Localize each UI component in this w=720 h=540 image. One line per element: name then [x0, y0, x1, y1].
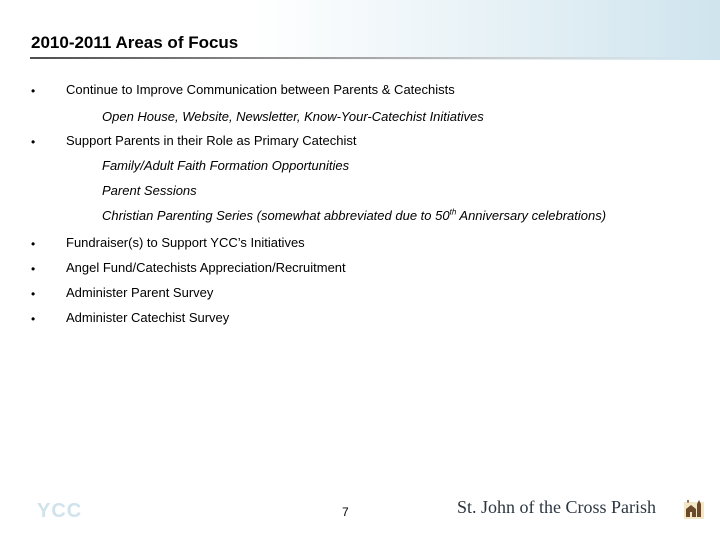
- bullet-item-catechist-survey: Administer Catechist Survey: [66, 310, 230, 325]
- bullet-marker: •: [31, 312, 36, 326]
- bullet-item-support-parents: Support Parents in their Role as Primary Catechist: [66, 133, 357, 148]
- bullet-item-communication: Continue to Improve Communication between Parents & Catechists: [66, 82, 455, 97]
- bullet-marker: •: [31, 287, 36, 301]
- slide-title: 2010-2011 Areas of Focus: [31, 33, 239, 52]
- bullet-marker: •: [31, 237, 36, 251]
- sub-item-text-part: Anniversary celebrations): [456, 208, 607, 223]
- sub-item-open-house: Open House, Website, Newsletter, Know-Your-Catechist Initiatives: [102, 109, 484, 124]
- ordinal-suffix: th: [449, 207, 457, 217]
- bullet-marker: •: [31, 84, 36, 98]
- sub-item-parenting-series: [102, 208, 606, 224]
- bullet-item-fundraiser: Fundraiser(s) to Support YCC’s Initiatives: [66, 235, 305, 250]
- bullet-item-parent-survey: Administer Parent Survey: [66, 285, 214, 300]
- bullet-item-angel-fund: Angel Fund/Catechists Appreciation/Recruitment: [66, 260, 346, 275]
- title-underline: [30, 57, 690, 59]
- sub-item-parent-sessions: Parent Sessions: [102, 183, 197, 198]
- bullet-marker: •: [31, 262, 36, 276]
- sub-item-text-part: Christian Parenting Series (somewhat abbreviated due to 50: [102, 208, 450, 223]
- bullet-marker: •: [31, 135, 36, 149]
- sub-item-faith-formation: Family/Adult Faith Formation Opportunities: [102, 158, 350, 173]
- page-number: 7: [342, 505, 349, 519]
- parish-name: St. John of the Cross Parish: [457, 497, 657, 517]
- ycc-logo: YCC: [37, 500, 83, 522]
- church-icon: [683, 499, 705, 519]
